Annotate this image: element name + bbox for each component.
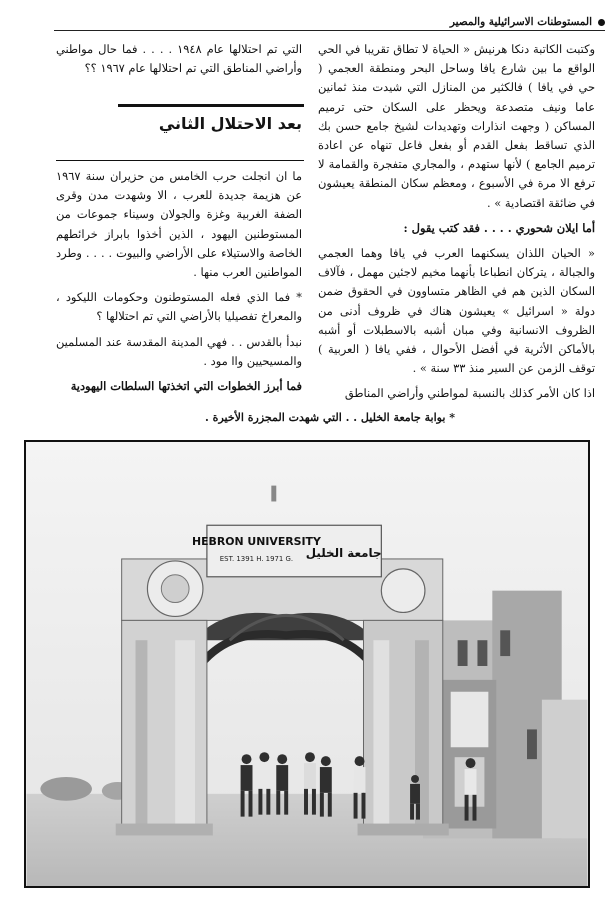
gate-photo	[24, 440, 590, 888]
section-rule-top	[118, 104, 304, 107]
running-header	[54, 14, 605, 31]
sign-est: EST. 1391 H. 1971 G.	[219, 554, 294, 563]
left-paragraph-4: فما أبرز الخطوات التي اتخذتها السلطات اليهودية	[70, 379, 302, 394]
section-heading: بعد الاحتلال الثاني	[158, 114, 302, 133]
right-paragraph-2: أما ايلان شحوري . . . . فقد كتب يقول :	[403, 220, 595, 235]
right-paragraph-1: وكتبت الكاتبة دنكا هرنيش « الحياة لا تطاق تقريبا في الحي الواقع ما بين شارع يافا وساحل البحر ومنطقة العجمي ( حي في يافا ) فالكثير من المنازل التي شيدت منذ ثمانين عاما ونيف متصدعة ويحظر على السكان حتى ترميم المساكن ( وجهت انذارات وتهديدات لشيخ جامع حسن بك الذي تساقط بفعل القدم أو بفعل فاعل تنهاه عن اعادة ترميم الجامع ) لأنها ستهدم ، والمجاري متفجرة والقمامة لا ترفع الا مرة في الأسبوع ، ومعظم سكان المنطقة يعيشون في ضائقة اقتصادية » .	[318, 42, 595, 210]
right-paragraph-4: اذا كان الأمر كذلك بالنسبة لمواطني وأراضي المناطق	[344, 386, 595, 401]
continuation-text: التي تم احتلالها عام ١٩٤٨ . . . . فما حال مواطني وأراضي المناطق التي تم احتلالها عام ١٩٦٧ ؟؟	[56, 42, 302, 76]
left-paragraph-1: ما ان انجلت حرب الخامس من حزيران سنة ١٩٦٧ عن هزيمة جديدة للعرب ، الا وشهدت مدن وقرى الضفة الغربية وغزة والجولان وسيناء جموعات من المستوطنين اليهود ، الذين أخذوا بابراز خرائطهم الخاصة والاستيلاء على الأراضي والبيوت . . . . وطرد المواطنين العرب منها .	[56, 169, 302, 280]
right-paragraph-3: « الحيان اللذان يسكنهما العرب في يافا وهما العجمي والجبالة ، يتركان انطباعا بأنهما مخيم لاجئين مهمل ، فآلاف السكان الذين هم في الظاهر متساوون في الحقوق ضمن دولة « اسرائيل » يعيشون هناك في ظروف أدنى من الظروف الانسانية وفي مبان أشبه بالاسطبلات أو أشبه بالأماكن الأثرية في أفضل الأحوال ، ففي يافا ( العربية ) توقف الزمن عن السير منذ ٣٣ سنة » .	[318, 246, 595, 376]
left-column	[56, 167, 302, 402]
sign-arabic: جامعة الخليل	[305, 545, 382, 560]
left-paragraph-2: * فما الذي فعله المستوطنون وحكومات الليكود ، والمعراخ تفصيليا بالأراضي التي تم احتلالها ؟	[56, 290, 302, 324]
photo-caption: * بوابة جامعة الخليل . . التي شهدت المجزرة الأخيرة .	[205, 411, 455, 424]
memorial-plaque	[443, 680, 497, 829]
sign-english: HEBRON UNIVERSITY	[192, 535, 321, 549]
running-title: المستوطنات الاسرائيلية والمصير	[449, 16, 592, 28]
gate-photo-illustration	[26, 442, 588, 886]
section-rule-bottom	[56, 160, 304, 161]
header-bullet	[598, 19, 605, 26]
right-column	[318, 40, 595, 410]
left-column-continuation	[56, 40, 302, 84]
left-paragraph-3: نبدأ بالقدس . . فهي المدينة المقدسة عند المسلمين والمسيحيين واا مود .	[56, 334, 302, 368]
